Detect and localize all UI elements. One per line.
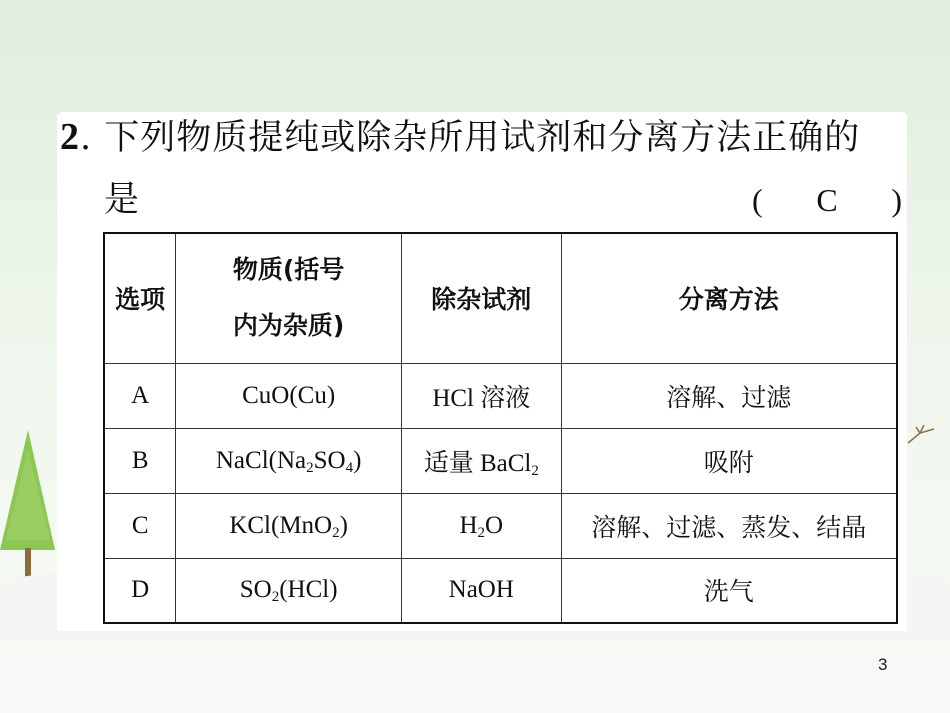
formula-text: H	[459, 511, 478, 539]
answer-close-paren: )	[891, 182, 902, 218]
cell-reagent	[401, 493, 561, 558]
header-substance-line2: 内为杂质)	[232, 311, 345, 341]
cell-method: 洗气	[561, 558, 897, 623]
question-stem-line2: 是	[104, 180, 140, 220]
answer-value: C	[816, 182, 838, 218]
cell-substance	[176, 493, 402, 558]
formula-subscript: 2	[271, 589, 280, 606]
cell-substance	[176, 428, 402, 493]
formula-text: (HCl)	[279, 576, 338, 604]
cell-option: D	[104, 558, 176, 623]
table-row	[104, 493, 897, 558]
cell-method: 溶解、过滤	[561, 363, 897, 428]
question-stem-line1: . 下列物质提纯或除杂所用试剂和分离方法正确的	[80, 118, 861, 158]
table-row	[104, 363, 897, 428]
table-row	[104, 428, 897, 493]
formula-text: CuO(Cu)	[242, 381, 336, 409]
formula-text: 适量 BaCl	[423, 449, 532, 477]
formula-text: NaOH	[448, 576, 514, 604]
cell-method: 吸附	[561, 428, 897, 493]
formula-subscript: 2	[306, 459, 314, 476]
formula-text: NaCl(Na	[215, 446, 307, 474]
header-substance-line1: 物质(括号	[232, 255, 345, 285]
header-substance	[176, 233, 402, 363]
twig-decoration	[906, 425, 936, 445]
formula-text: )	[339, 511, 348, 539]
table-row	[104, 558, 897, 623]
cell-option: C	[104, 493, 176, 558]
table-header-row	[104, 233, 897, 363]
header-method: 分离方法	[561, 233, 897, 363]
options-table	[103, 232, 898, 624]
answer-open-paren: (	[752, 182, 763, 218]
cell-reagent	[401, 428, 561, 493]
formula-text: O	[485, 511, 504, 539]
formula-subscript: 2	[477, 524, 486, 541]
header-reagent: 除杂试剂	[401, 233, 561, 363]
formula-text: SO	[313, 446, 346, 474]
header-option: 选项	[104, 233, 176, 363]
cell-substance	[176, 558, 402, 623]
cell-method: 溶解、过滤、蒸发、结晶	[561, 493, 897, 558]
formula-text: KCl(MnO	[229, 511, 333, 539]
cell-reagent	[401, 558, 561, 623]
cell-reagent	[401, 363, 561, 428]
question-stem	[60, 112, 905, 162]
cell-option: B	[104, 428, 176, 493]
formula-subscript: 4	[345, 459, 354, 476]
answer-bracket	[752, 175, 902, 225]
page-number: 3	[878, 655, 888, 674]
cell-option: A	[104, 363, 176, 428]
cell-substance	[176, 363, 402, 428]
question-number: 2	[60, 116, 80, 158]
formula-subscript: 2	[332, 524, 340, 541]
formula-text: )	[353, 446, 362, 474]
formula-subscript: 2	[531, 462, 539, 479]
formula-text: SO	[239, 576, 272, 604]
formula-text: HCl 溶液	[432, 384, 531, 412]
